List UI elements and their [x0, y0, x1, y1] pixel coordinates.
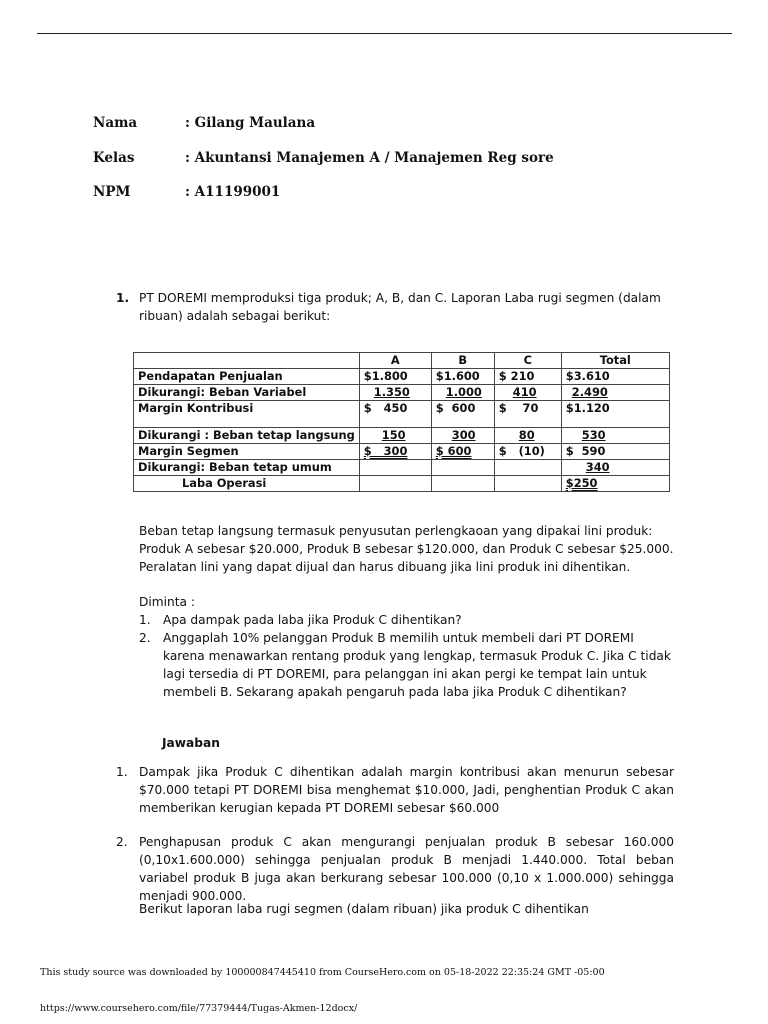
- table-cell: $1.600: [431, 369, 494, 385]
- table-header-cell: A: [359, 353, 431, 369]
- table-cell: 1.350: [373, 385, 410, 399]
- table-cell: 150: [381, 428, 406, 442]
- list-item: [139, 611, 679, 629]
- top-divider: [37, 33, 732, 34]
- table-cell: $ (10): [494, 444, 561, 460]
- identity-label: Nama: [93, 115, 138, 131]
- question-text: PT DOREMI memproduksi tiga produk; A, B, dan C. Laporan Laba rugi segmen (dalam ribuan) adalah sebagai berikut:: [139, 291, 661, 323]
- table-row: [134, 460, 670, 476]
- table-cell: 530: [581, 428, 606, 442]
- table-cell: $ 300: [363, 444, 408, 458]
- table-header-cell: B: [431, 353, 494, 369]
- table-cell: $ 450: [359, 401, 431, 428]
- table-header-row: [134, 353, 670, 369]
- table-cell: [359, 460, 431, 476]
- answer-number: 1.: [116, 765, 128, 779]
- list-number: 1.: [139, 613, 151, 627]
- table-cell: [431, 460, 494, 476]
- question-number: 1.: [116, 291, 130, 305]
- identity-value: : Akuntansi Manajemen A / Manajemen Reg sore: [185, 149, 554, 166]
- segment-income-table: [133, 352, 670, 492]
- table-cell: Dikurangi: Beban Variabel: [134, 385, 360, 401]
- answer-text: Penghapusan produk C akan mengurangi penjualan produk B sebesar 160.000 (0,10x1.600.000) sehingga penjualan produk B menjadi 1.440.000. Total beban variabel produk B juga akan berkurang sebesar 100.000 (0,10 x 1.000.000) sehingga menjadi 900.000.: [139, 835, 674, 903]
- table-cell: Dikurangi : Beban tetap langsung: [134, 428, 360, 444]
- table-cell: $ 210: [494, 369, 561, 385]
- identity-label: Kelas: [93, 149, 135, 166]
- table-cell: $ 600: [431, 401, 494, 428]
- table-cell: 300: [451, 428, 476, 442]
- table-cell: Dikurangi: Beban tetap umum: [134, 460, 360, 476]
- table-cell: $250: [565, 476, 598, 490]
- answer-text: Dampak jika Produk C dihentikan adalah margin kontribusi akan menurun sebesar $70.000 tetapi PT DOREMI bisa menghemat $10.000, Jadi, penghentian Produk C akan memberikan kerugian kepada PT DOREMI sebesar $60.000: [139, 765, 674, 815]
- jawaban-heading: Jawaban: [162, 736, 220, 750]
- table-row: [134, 444, 670, 460]
- table-cell: [431, 476, 494, 492]
- footer-download-note: This study source was downloaded by 100000847445410 from CourseHero.com on 05-18-2022 22:35:24 GMT -05:00: [40, 967, 605, 978]
- answer-number: 2.: [116, 835, 128, 849]
- table-cell: [359, 476, 431, 492]
- list-text: Anggaplah 10% pelanggan Produk B memilih untuk membeli dari PT DOREMI karena menawarkan rentang produk yang lengkap, termasuk Produk C. Jika C tidak lagi tersedia di PT DOREMI, para pelanggan ini akan pergi ke tempat lain untuk membeli B. Sekarang apakah pengaruh pada laba jika Produk C dihentikan?: [163, 631, 671, 699]
- question-1: [116, 289, 676, 325]
- identity-label: NPM: [93, 184, 131, 200]
- table-cell: Margin Segmen: [134, 444, 360, 460]
- table-header-cell: C: [494, 353, 561, 369]
- table-cell: [494, 476, 561, 492]
- identity-value: : A11199001: [185, 184, 281, 200]
- table-row: [134, 476, 670, 492]
- diminta-section: [139, 593, 679, 701]
- table-cell: $ 590: [561, 444, 669, 460]
- table-cell: [494, 460, 561, 476]
- table-cell: $ 600: [435, 444, 472, 458]
- table-cell: $1.120: [561, 401, 669, 428]
- answer-2: [116, 833, 674, 905]
- table-cell: 2.490: [571, 385, 608, 399]
- diminta-title: Diminta :: [139, 595, 195, 609]
- table-cell: 340: [585, 460, 610, 474]
- table-cell: $ 70: [494, 401, 561, 428]
- identity-value: : Gilang Maulana: [185, 115, 316, 131]
- list-item: [139, 629, 679, 701]
- table-row: [134, 385, 670, 401]
- table-cell: Pendapatan Penjualan: [134, 369, 360, 385]
- table-row: [134, 401, 670, 428]
- answer-1: [116, 763, 674, 817]
- paragraph-beban-tetap: Beban tetap langsung termasuk penyusutan perlengkaoan yang dipakai lini produk: Produk A sebesar $20.000, Produk B sebesar $120.000, dan Produk C sebesar $25.000. Peralatan lini yang dapat dijual dan harus dibuang jika lini produk ini dihentikan.: [139, 524, 674, 574]
- table-header-cell: [134, 353, 360, 369]
- table-cell: $3.610: [561, 369, 669, 385]
- table-header-cell: Total: [561, 353, 669, 369]
- list-text: Apa dampak pada laba jika Produk C dihentikan?: [163, 613, 462, 627]
- table-cell: Laba Operasi: [134, 476, 360, 492]
- table-cell: 1.000: [445, 385, 482, 399]
- footer-url[interactable]: https://www.coursehero.com/file/77379444/Tugas-Akmen-12docx/: [40, 1003, 358, 1014]
- table-row: [134, 428, 670, 444]
- table-cell: 80: [518, 428, 535, 442]
- table-row: [134, 369, 670, 385]
- list-number: 2.: [139, 631, 151, 645]
- table-cell: Margin Kontribusi: [134, 401, 360, 428]
- answer-closing: Berikut laporan laba rugi segmen (dalam ribuan) jika produk C dihentikan: [139, 902, 589, 916]
- table-cell: 410: [512, 385, 537, 399]
- table-cell: $1.800: [359, 369, 431, 385]
